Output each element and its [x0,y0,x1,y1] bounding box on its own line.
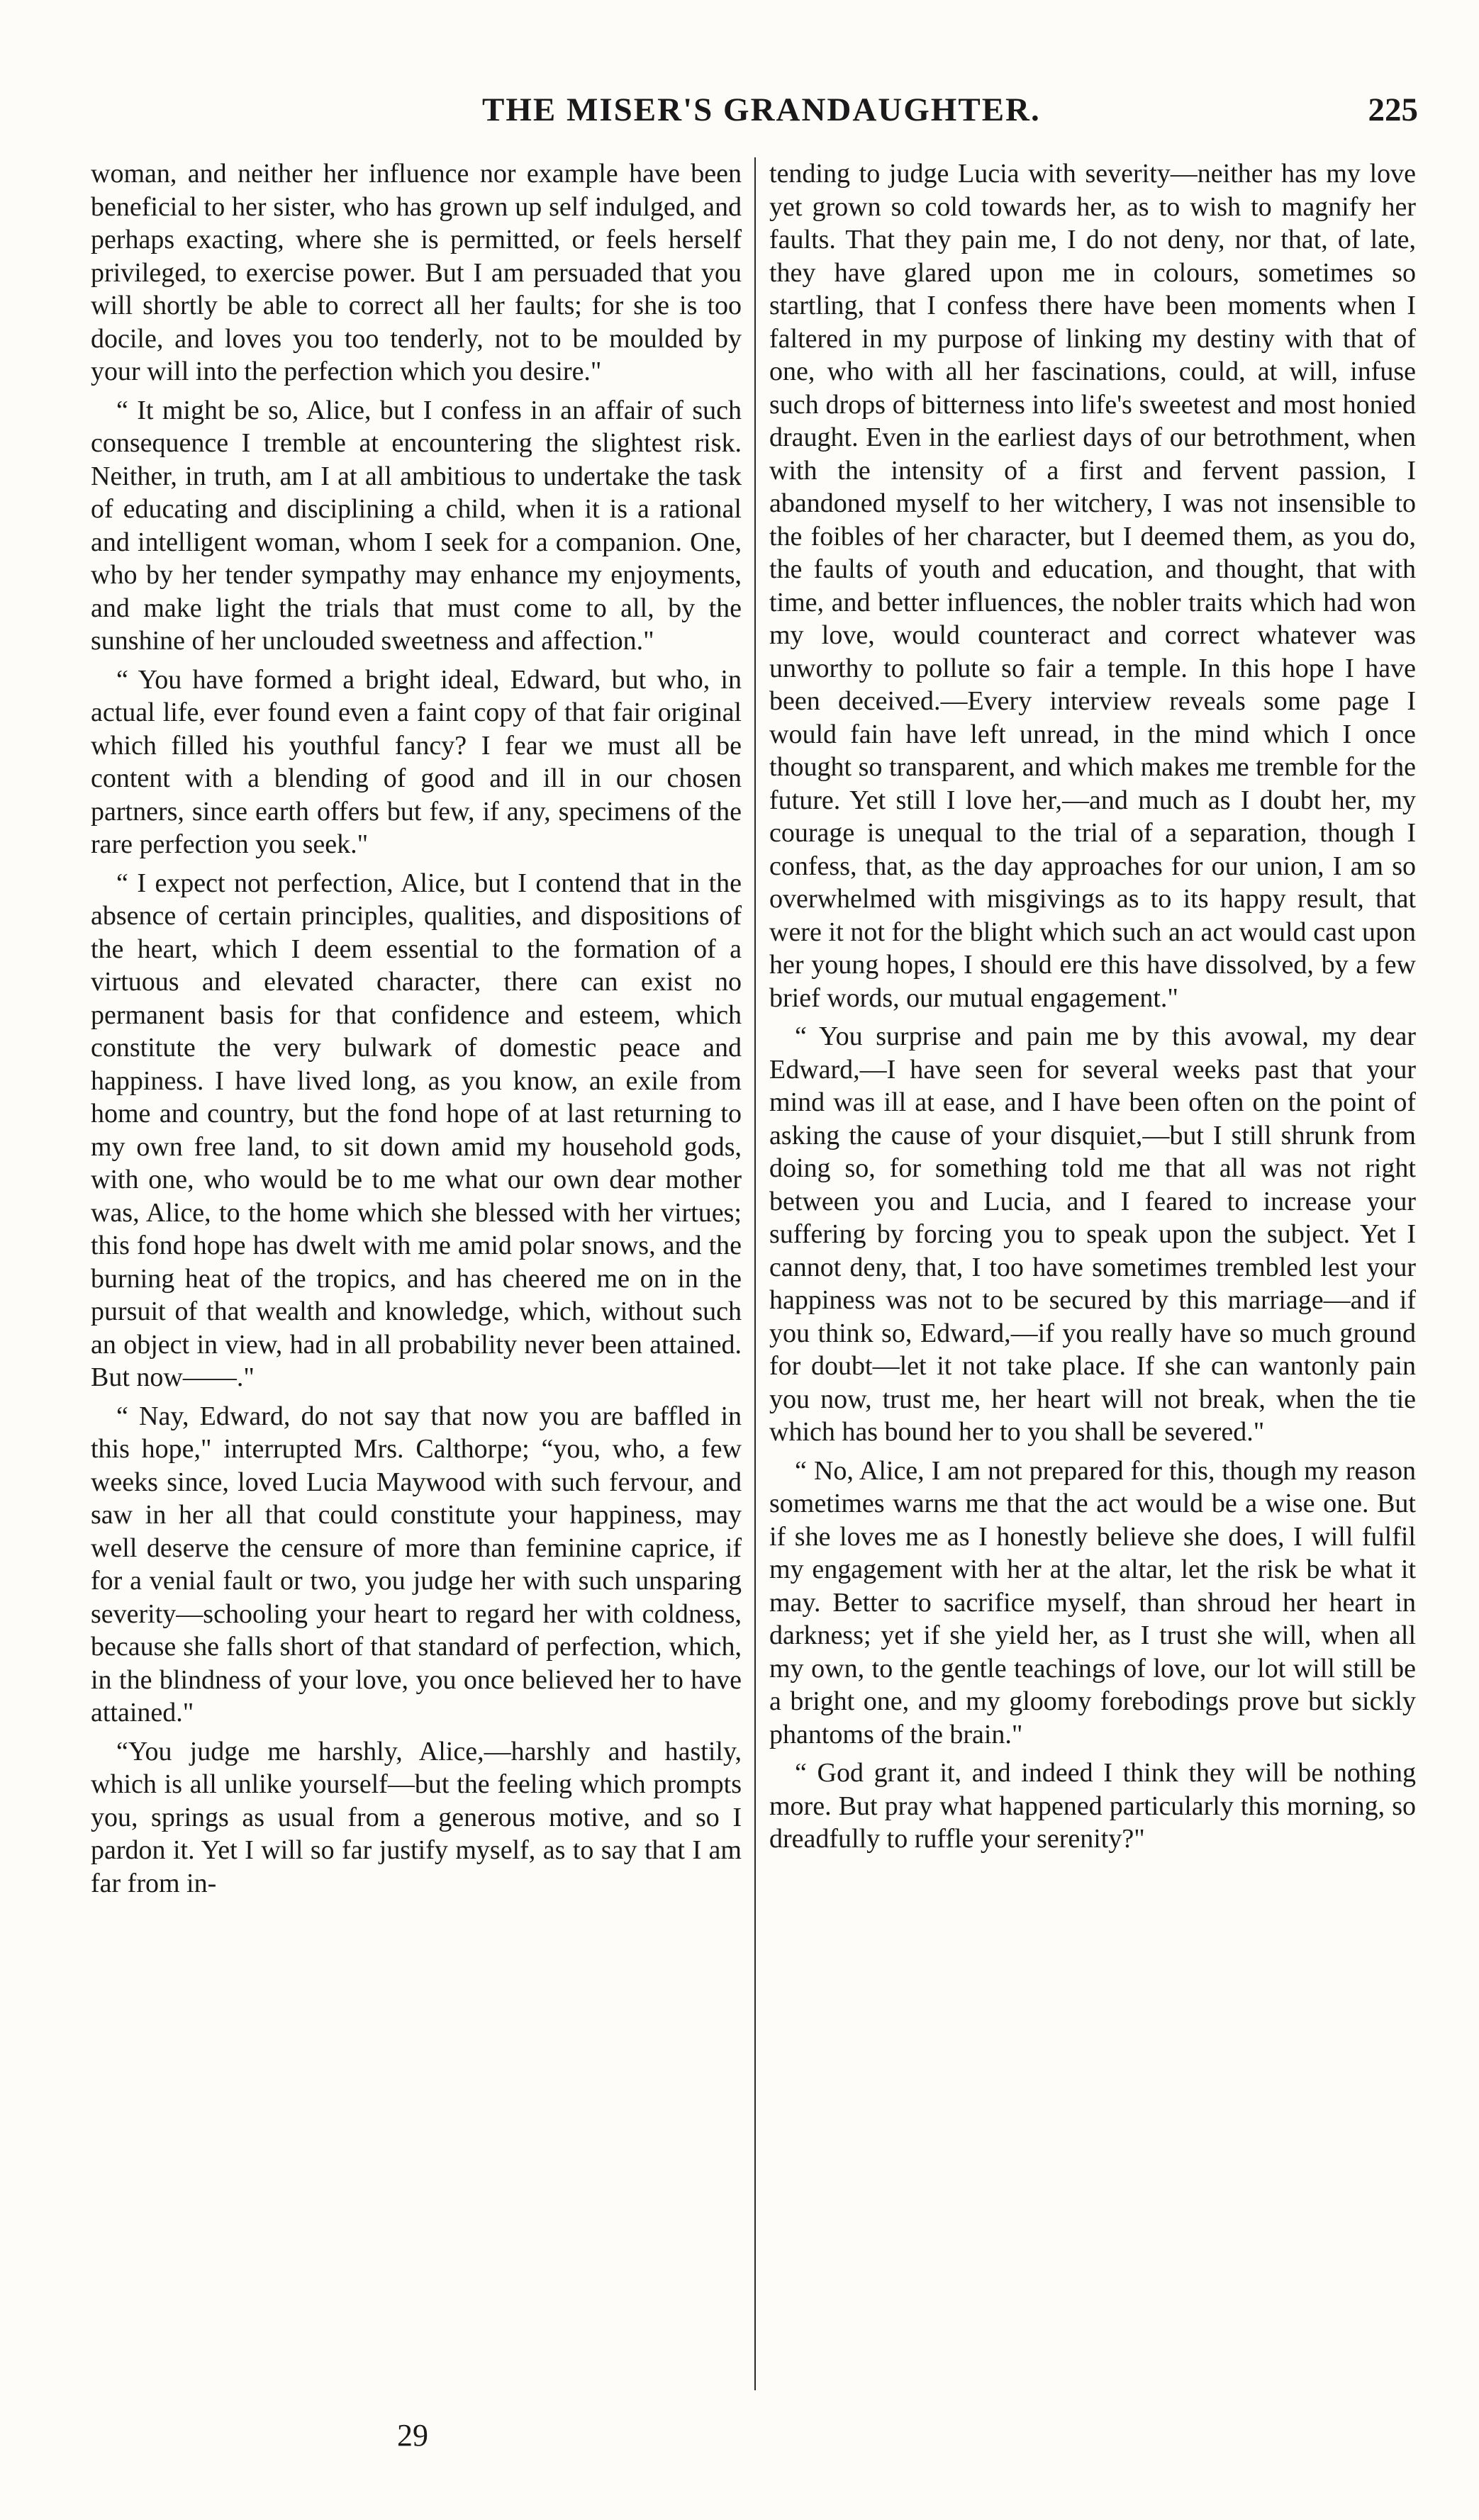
paragraph: “ You have formed a bright ideal, Edward, but who, in actual life, ever found even a faint copy of that fair original which filled his youthful fancy? I fear we must all be content with a blending of good and ill in our chosen partners, since earth offers but few, if any, specimens of the rare perfection you seek." [91,664,742,859]
right-column [769,157,1416,2390]
paragraph: “ It might be so, Alice, but I confess in an affair of such consequence I tremble at encountering the slightest risk. Neither, in truth, am I at all ambitious to undertake the task of educating and disciplining a child, when it is a rational and intelligent woman, whom I seek for a companion. One, who by her tender sympathy may enhance my enjoyments, and make light the trials that must come to all, by the sunshine of her unclouded sweetness and affection." [91,395,742,656]
paragraph: “ Nay, Edward, do not say that now you are baffled in this hope," interrupted Mrs. Calthorpe; “you, who, a few weeks since, loved Lucia Maywood with such fervour, and saw in her all that could constitute your happiness, may well deserve the censure of more than feminine caprice, if for a venial fault or two, you judge her with such unsparing severity—schooling your heart to regard her with coldness, because she falls short of that standard of perfection, which, in the blindness of your love, you once believed her to have attained." [91,1401,742,1727]
paragraph: “ I expect not perfection, Alice, but I contend that in the absence of certain principles, qualities, and dispositions of the heart, which I deem essential to the formation of a virtuous and elevated character, there can exist no permanent basis for that confidence and esteem, which constitute the very bulwark of domestic peace and happiness. I have lived long, as you know, an exile from home and country, but the fond hope of at last returning to my own free land, to sit down amid my household gods, with one, who would be to me what our own dear mother was, Alice, to the home which she blessed with her virtues; this fond hope has dwelt with me amid polar snows, and the burning heat of the tropics, and has cheered me on in the pursuit of that wealth and knowledge, which, without such an object in view, had in all probability never been attained. But now——." [91,868,742,1392]
paragraph: tending to judge Lucia with severity—neither has my love yet grown so cold towards her, as to wish to magnify her faults. That they pain me, I do not deny, nor that, of late, they have glared upon me in colours, sometimes so startling, that I confess there have been moments when I faltered in my purpose of linking my destiny with that of one, who with all her fascinations, could, at will, infuse such drops of bitterness into life's sweetest and most honied draught. Even in the earliest days of our betrothment, when with the intensity of a first and fervent passion, I abandoned myself to her witchery, I was not insensible to the foibles of her character, but I deemed them, as you do, the faults of youth and education, and thought, that with time, and better influences, the nobler traits which had won my love, would counteract and correct whatever was unworthy to pollute so fair a temple. In this hope I have been deceived.—Every interview reveals some page I would fain have left unread, in the mind which I once thought so transparent, and which makes me tremble for the future. Yet still I love her,—and much as I doubt her, my courage is unequal to the trial of a separation, though I confess, that, as the day approaches for our union, I am so overwhelmed with misgivings as to its happy result, that were it not for the blight which such an act would cast upon her young hopes, I should ere this have dissolved, by a few brief words, our mutual engagement." [769,159,1416,1013]
left-column [91,157,742,2390]
paragraph: “ No, Alice, I am not prepared for this, though my reason sometimes warns me that the act would be a wise one. But if she loves me as I honestly believe she does, I will fulfil my engagement with her at the altar, let the risk be what it may. Better to sacrifice myself, than shroud her heart in darkness; yet if she yield her, as I trust she will, when all my own, to the gentle teachings of love, our lot will still be a bright one, and my gloomy forebodings prove but sickly phantoms of the brain." [769,1455,1416,1749]
paragraph: woman, and neither her influence nor example have been beneficial to her sister, who has grown up self indulged, and perhaps exacting, where she is permitted, or feels herself privileged, to exercise power. But I am persuaded that you will shortly be able to correct all her faults; for she is too docile, and loves you too tenderly, not to be moulded by your will into the perfection which you desire." [91,159,742,386]
paragraph: “ God grant it, and indeed I think they will be nothing more. But pray what happened particularly this morning, so dreadfully to ruffle your serenity?" [769,1758,1416,1854]
paragraph: “ You surprise and pain me by this avowal, my dear Edward,—I have seen for several weeks past that your mind was ill at ease, and I have been often on the point of asking the cause of your disquiet,—but I still shrunk from doing so, for something told me that all was not right between you and Lucia, and I feared to increase your suffering by forcing you to speak upon the subject. Yet I cannot deny, that, I too have sometimes trembled lest your happiness was not to be secured by this marriage—and if you think so, Edward,—if you really have so much ground for doubt—let it not take place. If she can wantonly pain you now, trust me, her heart will not break, when the tie which has bound her to you shall be severed." [769,1021,1416,1447]
signature-mark: 29 [397,2418,428,2453]
paragraph: “You judge me harshly, Alice,—harshly and hastily, which is all unlike yourself—but the feeling which prompts you, springs as usual from a generous motive, and so I pardon it. Yet I will so far justify myself, as to say that I am far from in- [91,1736,742,1898]
page-header [85,91,1418,140]
running-title: THE MISER'S GRANDAUGHTER. [482,91,1041,128]
column-divider [754,157,756,2390]
page-number: 225 [1368,91,1418,128]
